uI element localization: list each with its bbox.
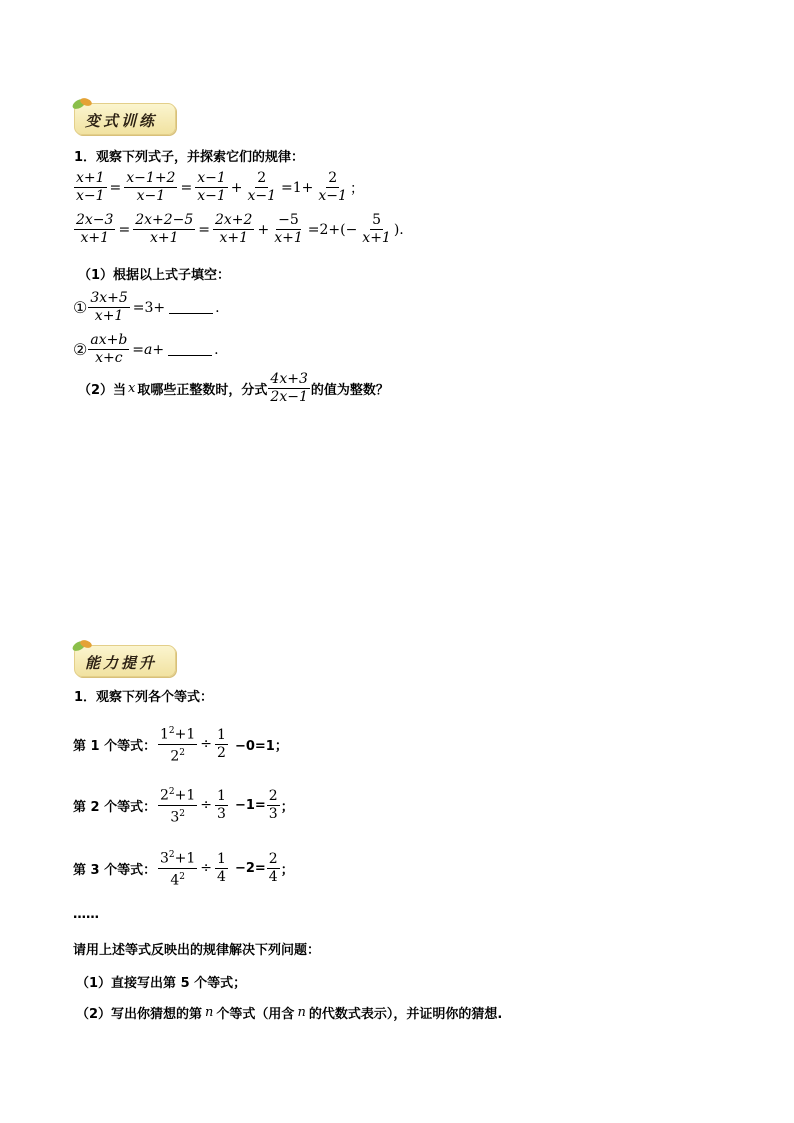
fraction: $\frac{2}{x-1}$ — [247, 170, 277, 204]
instruction-text: 请用上述等式反映出的规律解决下列问题： — [73, 943, 321, 958]
equation-2: 第 2 个等式： $\frac{2^2+1}{3^2}$ ÷ $\frac{1}{3}$ −1= $\frac{2}{3}$ ； — [73, 787, 294, 826]
fill-item-1: ① $\frac{3x+5}{x+1}$ =3+ . — [73, 290, 220, 324]
part-1-prompt: （1）根据以上式子填空： — [78, 268, 231, 283]
equation-3: 第 3 个等式： $\frac{3^2+1}{4^2}$ ÷ $\frac{1}{4}$ −2= $\frac{2}{4}$ ； — [73, 850, 294, 889]
fraction: $\frac{3^2+1}{4^2}$ — [160, 850, 196, 889]
fraction: $\frac{x-1}{x-1}$ — [197, 170, 226, 204]
section-badge-ability-improvement — [74, 645, 176, 677]
badge-title: 能力提升 — [85, 654, 158, 672]
ellipsis: …… — [73, 907, 99, 922]
fraction: $\frac{-5}{x+1}$ — [274, 212, 303, 246]
fraction: $\frac{2x+2-5}{x+1}$ — [135, 212, 194, 246]
fraction: $\frac{5}{x+1}$ — [362, 212, 391, 246]
question-heading: 1．观察下列式子，并探索它们的规律： — [74, 150, 305, 165]
fraction: $\frac{2x+2}{x+1}$ — [215, 212, 253, 246]
fraction: $\frac{2x-3}{x+1}$ — [76, 212, 114, 246]
fraction: $\frac{1}{3}$ — [217, 787, 226, 822]
fraction: $\frac{1}{4}$ — [217, 850, 226, 885]
fraction: $\frac{4x+3}{2x-1}$ — [270, 371, 308, 405]
section-badge-variant-training — [74, 103, 176, 135]
fraction: $\frac{x+1}{x-1}$ — [76, 170, 105, 204]
fraction: $\frac{2}{4}$ — [268, 850, 278, 885]
answer-blank — [168, 343, 212, 356]
fraction: $\frac{ax+b}{x+c}$ — [90, 332, 128, 366]
fraction: $\frac{1}{2}$ — [217, 726, 226, 761]
fraction: $\frac{1^2+1}{2^2}$ — [160, 726, 196, 765]
fraction: $\frac{x-1+2}{x-1}$ — [126, 170, 176, 204]
fraction: $\frac{3x+5}{x+1}$ — [90, 290, 128, 324]
equation-1: 第 1 个等式： $\frac{1^2+1}{2^2}$ ÷ $\frac{1}{2}$ −0=1； — [73, 726, 288, 765]
answer-blank — [169, 301, 213, 314]
fill-item-2: ② $\frac{ax+b}{x+c}$ =a+ . — [73, 332, 219, 366]
part-2-prompt: （2）当 x 取哪些正整数时，分式 $\frac{4x+3}{2x-1}$ 的值为整数？ — [78, 371, 389, 405]
question-heading: 1．观察下列各个等式： — [74, 690, 214, 705]
fraction: $\frac{2}{3}$ — [268, 787, 278, 822]
part-1-prompt: （1）直接写出第 5 个等式； — [76, 976, 247, 991]
identity-line-2: $\frac{2x-3}{x+1}$ = $\frac{2x+2-5}{x+1}$ = $\frac{2x+2}{x+1}$ + $\frac{-5}{x+1}$ =2+(− $\frac{5}{x+1}$ ). — [76, 212, 404, 246]
badge-title: 变式训练 — [85, 112, 158, 130]
identity-line-1: $\frac{x+1}{x-1}$ = $\frac{x-1+2}{x-1}$ = $\frac{x-1}{x-1}$ + $\frac{2}{x-1}$ =1+ $\frac{2}{x-1}$ ； — [76, 170, 364, 204]
part-2-prompt: （2）写出你猜想的第 n 个等式（用含 n 的代数式表示），并证明你的猜想. — [76, 1005, 503, 1022]
fraction: $\frac{2^2+1}{3^2}$ — [160, 787, 196, 826]
fraction: $\frac{2}{x-1}$ — [318, 170, 347, 204]
